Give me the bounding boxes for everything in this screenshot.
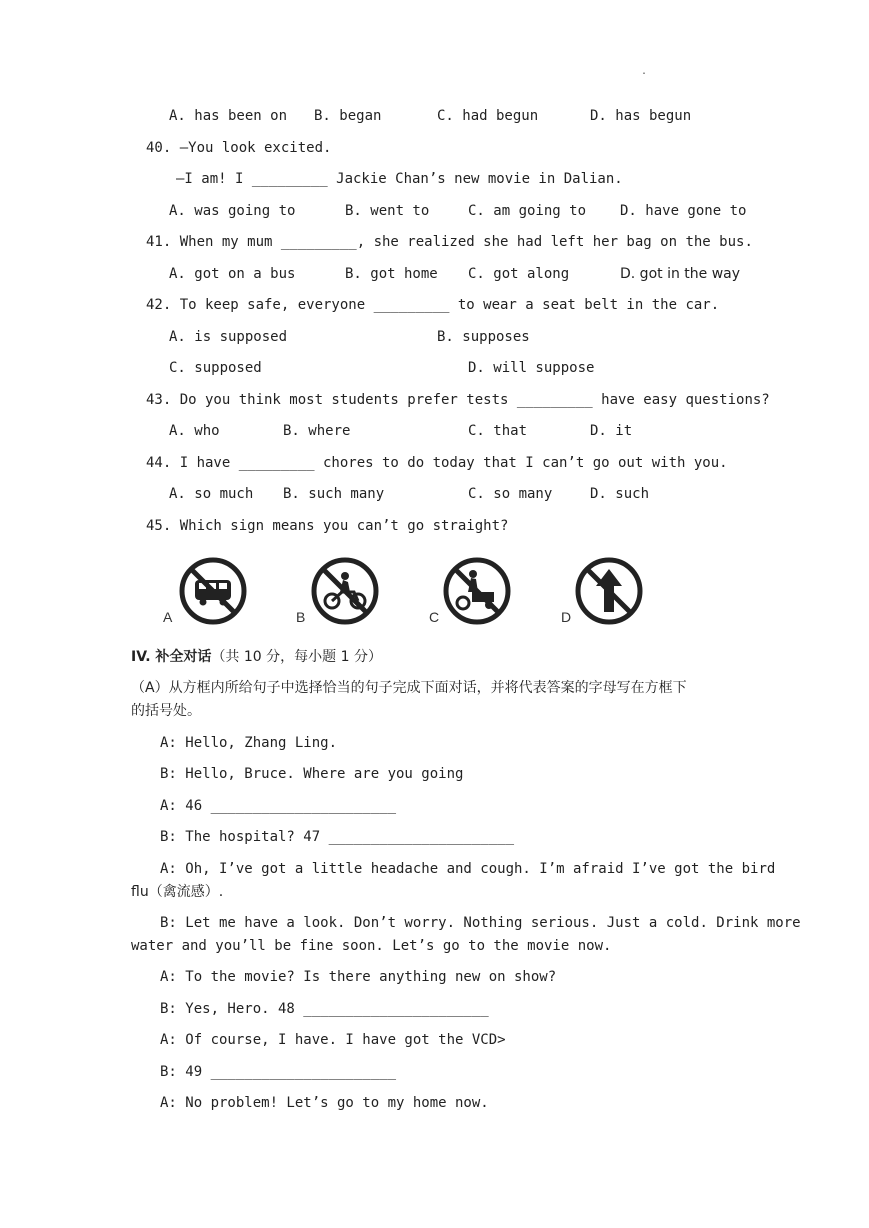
no-motorcycle-sign-icon [310, 556, 380, 626]
q42-option-a: A. is supposed [169, 329, 288, 345]
q39-option-a: A. has been on [169, 108, 288, 124]
section-heading [131, 647, 382, 667]
section-instruction-line2: 的括号处。 [131, 703, 201, 719]
dialogue-line-46: A: 46 ______________________ [160, 798, 397, 814]
q41-option-d: D. got in the way [620, 266, 741, 282]
no-straight-ahead-sign-icon [574, 556, 644, 626]
q43-option-b: B. where [283, 423, 351, 439]
section-heading-bold: IV. 补全对话 [131, 649, 212, 665]
q39-option-d: D. has begun [590, 108, 692, 124]
dialogue-line: B: Let me have a look. Don’t worry. Nothing serious. Just a cold. Drink more [160, 915, 801, 931]
q42-option-d: D. will suppose [468, 360, 595, 376]
q41-question: 41. When my mum _________, she realized she had left her bag on the bus. [146, 234, 753, 250]
sign-label-a: A [163, 609, 173, 625]
q44-option-b: B. such many [283, 486, 385, 502]
q41-option-b: B. got home [345, 266, 438, 282]
sign-label-d: D [561, 609, 572, 625]
dialogue-line: A: Oh, I’ve got a little headache and cough. I’m afraid I’ve got the bird [160, 861, 776, 877]
sign-label-c: C [429, 609, 440, 625]
q42-question: 42. To keep safe, everyone _________ to wear a seat belt in the car. [146, 297, 720, 313]
section-instruction-line1: （A）从方框内所给句子中选择恰当的句子完成下面对话，并将代表答案的字母写在方框下 [131, 680, 687, 696]
dialogue-line: B: Hello, Bruce. Where are you going [160, 766, 464, 782]
dialogue-line-48: B: Yes, Hero. 48 ______________________ [160, 1001, 489, 1017]
no-tricycle-sign-icon [442, 556, 512, 626]
no-bus-sign-icon [178, 556, 248, 626]
q40-response: —I am! I _________ Jackie Chan’s new movie in Dalian. [176, 171, 623, 187]
q40-option-a: A. was going to [169, 203, 296, 219]
q43-option-a: A. who [169, 423, 220, 439]
q40-option-b: B. went to [345, 203, 430, 219]
q39-option-b: B. began [314, 108, 382, 124]
q43-option-d: D. it [590, 423, 633, 439]
dialogue-line-49: B: 49 ______________________ [160, 1064, 397, 1080]
q40-question: 40. —You look excited. [146, 140, 332, 156]
dialogue-line: A: Hello, Zhang Ling. [160, 735, 338, 751]
q44-question: 44. I have _________ chores to do today that I can’t go out with you. [146, 455, 728, 471]
q41-option-a: A. got on a bus [169, 266, 296, 282]
sign-label-b: B [296, 609, 306, 625]
q44-option-c: C. so many [468, 486, 553, 502]
q39-option-c: C. had begun [437, 108, 539, 124]
q43-option-c: C. that [468, 423, 528, 439]
dialogue-line: A: To the movie? Is there anything new on show? [160, 969, 557, 985]
q42-option-c: C. supposed [169, 360, 262, 376]
q40-option-d: D. have gone to [620, 203, 747, 219]
section-heading-rest: （共 10 分，每小题 1 分） [211, 649, 382, 665]
q40-option-c: C. am going to [468, 203, 587, 219]
q45-question: 45. Which sign means you can’t go straight? [146, 518, 509, 534]
dialogue-line: A: No problem! Let’s go to my home now. [160, 1095, 489, 1111]
dialogue-line: flu（禽流感）. [131, 884, 224, 900]
dialogue-line: A: Of course, I have. I have got the VCD> [160, 1032, 506, 1048]
dialogue-line: water and you’ll be fine soon. Let’s go to the movie now. [131, 938, 612, 954]
top-dot: . [641, 66, 648, 77]
q44-option-d: D. such [590, 486, 650, 502]
q44-option-a: A. so much [169, 486, 254, 502]
q43-question: 43. Do you think most students prefer tests _________ have easy questions? [146, 392, 770, 408]
dialogue-line-47: B: The hospital? 47 ______________________ [160, 829, 515, 845]
q42-option-b: B. supposes [437, 329, 530, 345]
q41-option-c: C. got along [468, 266, 570, 282]
